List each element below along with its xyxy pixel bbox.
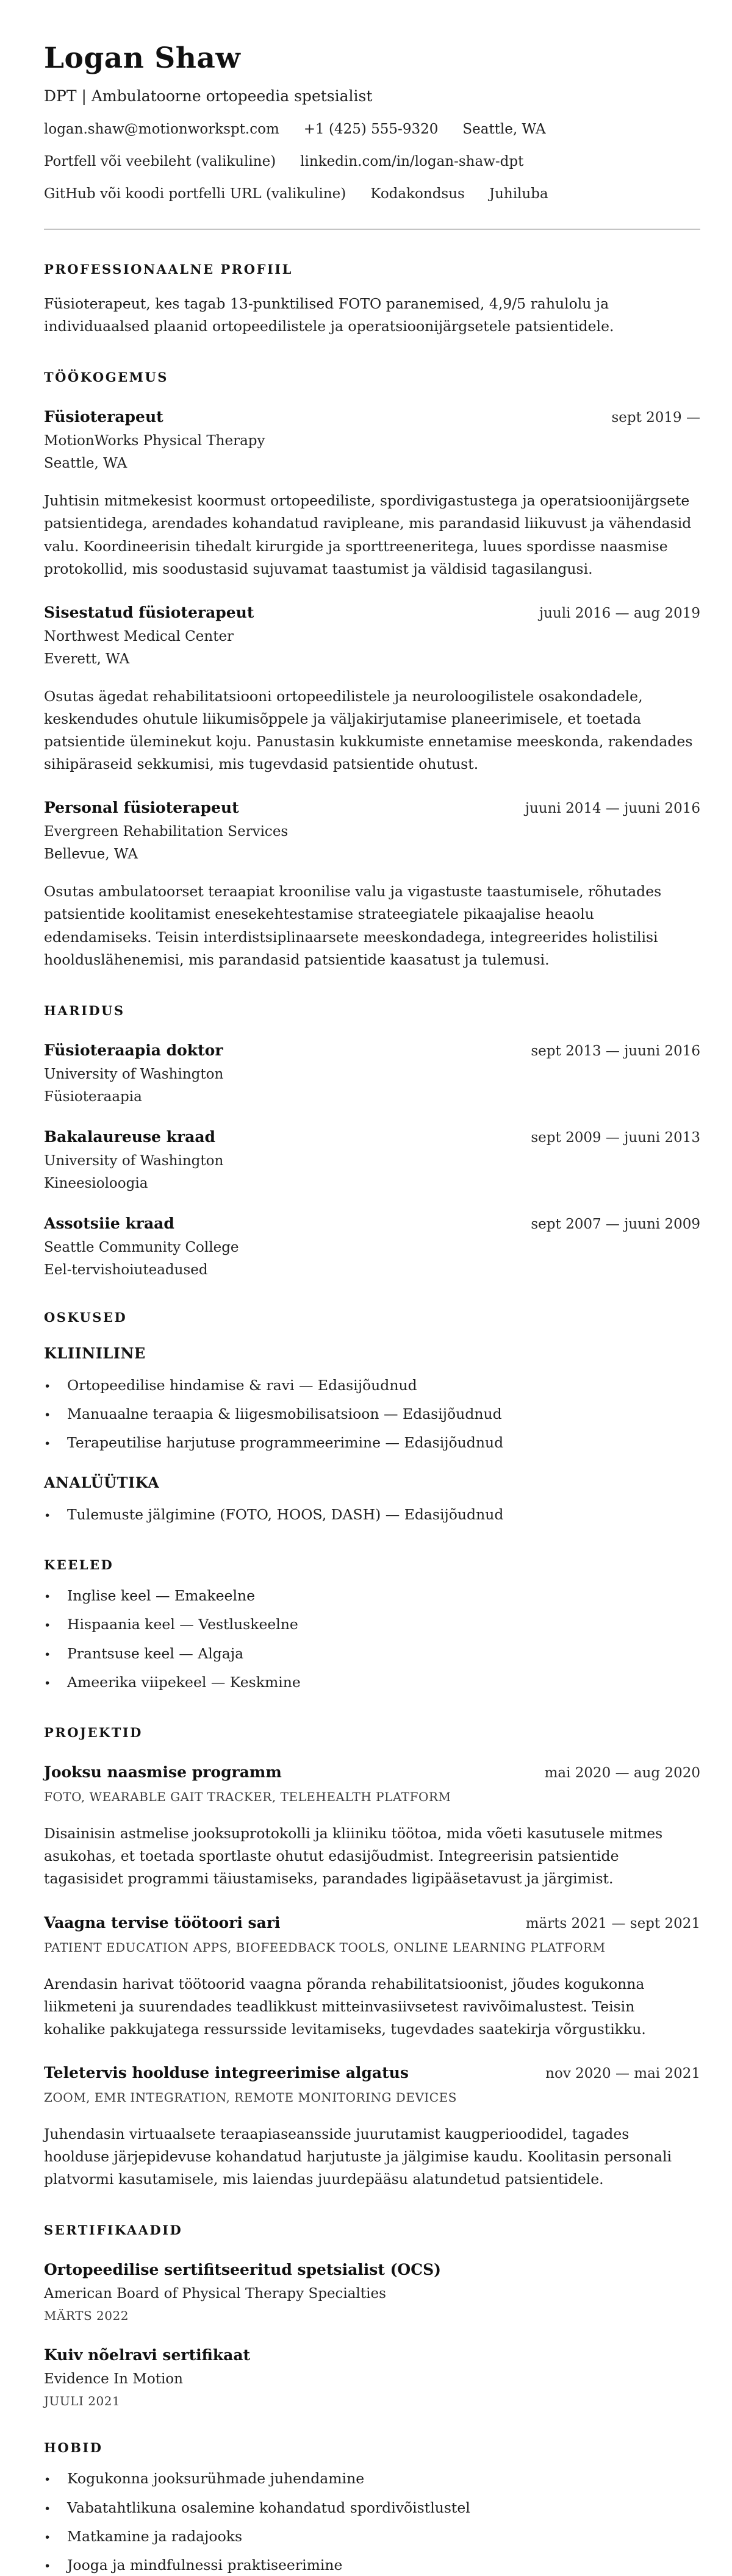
skill-item — [44, 1506, 700, 1525]
skills-heading: OSKUSED — [44, 1309, 127, 1325]
certification-org: Evidence In Motion — [44, 2371, 183, 2388]
header-divider — [44, 229, 700, 230]
degree-school: Seattle Community College — [44, 1239, 239, 1255]
project-description: Juhendasin virtuaalsete teraapiaseansside juurutamist kaugperioodidel, tagades hoolduse järjepidevuse kohandatud harjutuste ja jälgimise kaudu. Koolitasin personali platvormi kasutamisele, mis laiendas juurdepääsu alatundetud patsientidele. — [44, 2125, 672, 2188]
skill-item — [44, 1377, 700, 1396]
job-description: Juhtisin mitmekesist koormust ortopeediliste, spordivigastustega ja operatsioonijärgsete patsientidega, arendades kohandatud ravipleane, mis parandasid liikuvust ja vähendasid valu. Koordineerisin tihedalt kirurgide ja sporttreeneritega, luues spordisse naasmise protokollid, mis soodustasid sujuvamat taastumist ja väldisid tagasilangusi. — [44, 492, 692, 577]
degree-school: University of Washington — [44, 1066, 224, 1082]
project-tools: ZOOM, EMR INTEGRATION, REMOTE MONITORING DEVICES — [44, 2089, 457, 2105]
contact-row-extra — [44, 186, 700, 202]
project-description: Arendasin harivat töötoorid vaagna põranda rehabilitatsioonist, jõudes kogukonna liikmeteni ja suurendades teadlikkust mitteinvasiivsetest ravivõimalustest. Teisin kohalike pakkujatega ressursside levitamiseks, tugevdades saatekirja võrgustikku. — [44, 1975, 646, 2038]
language-item — [44, 1587, 700, 1607]
project-entry — [44, 2064, 700, 2191]
job-head — [44, 799, 700, 816]
degree-title: Bakalaureuse kraad — [44, 1127, 216, 1146]
contact-citizenship-label: Kodakondsus — [370, 186, 465, 202]
skill-list-clinical — [44, 1377, 700, 1454]
language-text: Hispaania keel — Vestluskeelne — [67, 1616, 298, 1633]
bullet-icon: • — [44, 1619, 51, 1633]
bullet-icon: • — [44, 2473, 51, 2487]
certification-entry — [44, 2346, 700, 2408]
certification-org: American Board of Physical Therapy Specialties — [44, 2286, 386, 2302]
hobby-text: Matkamine ja radajooks — [67, 2527, 243, 2545]
certifications-heading: SERTIFIKAADID — [44, 2222, 183, 2238]
certification-date: MÄRTS 2022 — [44, 2308, 129, 2324]
contact-phone: +1 (425) 555-9320 — [303, 121, 439, 137]
hobby-text: Vabatahtlikuna osalemine kohandatud spordivõistlustel — [67, 2499, 470, 2516]
bullet-icon: • — [44, 1647, 51, 1661]
certification-entry — [44, 2261, 700, 2323]
degree-title: Füsioteraapia doktor — [44, 1041, 223, 1059]
project-dates: märts 2021 — sept 2021 — [525, 1915, 700, 1932]
bullet-icon: • — [44, 1408, 51, 1422]
contact-portfolio-label: Portfell või veebileht (valikuline) — [44, 154, 276, 169]
education-entry — [44, 1041, 700, 1105]
skill-text: Tulemuste jälgimine (FOTO, HOOS, DASH) — Edasijõudnud — [67, 1505, 504, 1523]
hobby-text: Kogukonna jooksurühmade juhendamine — [67, 2470, 365, 2488]
degree-field: Eel-tervishoiuteadused — [44, 1261, 208, 1278]
education-entry — [44, 1215, 700, 1278]
job-dates: sept 2019 — — [611, 410, 700, 426]
contact-github-label: GitHub või koodi portfelli URL (valikuline) — [44, 186, 346, 202]
skill-text: Manuaalne teraapia & liigesmobilisatsioon — Edasijõudnud — [67, 1405, 502, 1423]
project-title: Vaagna tervise töötoori sari — [44, 1913, 281, 1932]
project-dates: mai 2020 — aug 2020 — [544, 1765, 700, 1782]
language-text: Ameerika viipekeel — Keskmine — [67, 1673, 301, 1691]
project-head — [44, 1914, 700, 1932]
job-location: Bellevue, WA — [44, 846, 138, 863]
degree-title: Assotsiie kraad — [44, 1214, 174, 1232]
language-text: Prantsuse keel — Algaja — [67, 1644, 244, 1662]
certification-title: Ortopeedilise sertifitseeritud spetsialist (OCS) — [44, 2261, 441, 2279]
section-experience — [44, 369, 700, 971]
degree-dates: sept 2013 — juuni 2016 — [531, 1043, 700, 1059]
project-head — [44, 1763, 700, 1781]
project-entry — [44, 1763, 700, 1890]
job-head — [44, 408, 700, 426]
hobby-item — [44, 2499, 700, 2519]
section-hobbies — [44, 2440, 700, 2576]
skill-text: Ortopeedilise hindamise & ravi — Edasijõudnud — [67, 1376, 417, 1394]
contact-license-label: Juhiluba — [489, 186, 548, 202]
job-company: MotionWorks Physical Therapy — [44, 433, 265, 449]
hobby-item — [44, 2528, 700, 2547]
language-item — [44, 1674, 700, 1693]
skill-list-analytics — [44, 1506, 700, 1525]
job-entry — [44, 799, 700, 971]
bullet-icon: • — [44, 1379, 51, 1393]
education-head — [44, 1128, 700, 1146]
project-title: Teletervis hoolduse integreerimise algatus — [44, 2063, 409, 2082]
job-title: Füsioterapeut — [44, 408, 163, 426]
education-entry — [44, 1128, 700, 1191]
bullet-icon: • — [44, 2502, 51, 2516]
hobby-text: Jooga ja mindfulnessi praktiseerimine — [67, 2556, 343, 2574]
resume-header — [44, 41, 700, 230]
education-heading: HARIDUS — [44, 1002, 125, 1018]
job-company: Northwest Medical Center — [44, 628, 234, 644]
language-text: Inglise keel — Emakeelne — [67, 1586, 256, 1604]
projects-heading: PROJEKTID — [44, 1725, 143, 1741]
contact-location: Seattle, WA — [462, 121, 546, 137]
degree-field: Füsioteraapia — [44, 1088, 142, 1105]
job-title: Sisestatud füsioterapeut — [44, 603, 254, 621]
degree-school: University of Washington — [44, 1152, 224, 1169]
project-title: Jooksu naasmise programm — [44, 1763, 282, 1782]
job-location: Everett, WA — [44, 651, 130, 667]
job-title: Personal füsioterapeut — [44, 799, 239, 817]
project-tools: PATIENT EDUCATION APPS, BIOFEEDBACK TOOLS, ONLINE LEARNING PLATFORM — [44, 1939, 606, 1955]
skill-group-clinical: KLIINILINE — [44, 1344, 146, 1362]
person-title: DPT | Ambulatoorne ortopeedia spetsialist — [44, 87, 373, 105]
contact-row-primary — [44, 121, 700, 137]
job-head — [44, 604, 700, 621]
degree-field: Kineesioloogia — [44, 1175, 148, 1191]
section-education — [44, 1003, 700, 1278]
skill-group-analytics: ANALÜÜTIKA — [44, 1473, 160, 1491]
bullet-icon: • — [44, 1676, 51, 1690]
job-entry — [44, 408, 700, 580]
job-description: Osutas ambulatoorset teraapiat kroonilise valu ja vigastuste taastumisele, rõhutades patsientide koolitamist enesekehtestamise strateegiatele pikaajalise heaolu edendamiseks. Teisin interdistsiplinaarsete meeskondadega, integreerides holistilisi hoolduslähenemisi, mis parandasid patsientide kaasatust ja tulemusi. — [44, 883, 662, 968]
hobby-item — [44, 2470, 700, 2489]
language-list — [44, 1587, 700, 1693]
section-projects — [44, 1725, 700, 2191]
person-name: Logan Shaw — [44, 41, 241, 75]
job-entry — [44, 604, 700, 776]
job-company: Evergreen Rehabilitation Services — [44, 824, 289, 840]
contact-email: logan.shaw@motionworkspt.com — [44, 121, 279, 137]
section-profile — [44, 262, 700, 338]
section-skills — [44, 1310, 700, 1525]
languages-heading: KEELED — [44, 1557, 114, 1572]
language-item — [44, 1645, 700, 1664]
education-head — [44, 1215, 700, 1232]
hobbies-heading: HOBID — [44, 2440, 103, 2456]
hobby-item — [44, 2556, 700, 2576]
job-dates: juuli 2016 — aug 2019 — [539, 605, 700, 621]
bullet-icon: • — [44, 2560, 51, 2574]
section-languages — [44, 1557, 700, 1693]
bullet-icon: • — [44, 1508, 51, 1522]
job-location: Seattle, WA — [44, 455, 127, 472]
certification-title: Kuiv nõelravi sertifikaat — [44, 2346, 251, 2364]
project-head — [44, 2064, 700, 2082]
hobby-list — [44, 2470, 700, 2576]
project-description: Disainisin astmelise jooksuprotokolli ja kliiniku töötoa, mida võeti kasutusele mitmes asukohas, et toetada sportlaste ohutut edasijõudmist. Integreerisin patsientide tagasisidet programmi täiustamiseks, parandades ligipääsetavust ja järgimist. — [44, 1825, 663, 1888]
project-tools: FOTO, WEARABLE GAIT TRACKER, TELEHEALTH PLATFORM — [44, 1789, 451, 1805]
language-item — [44, 1616, 700, 1635]
profile-heading: PROFESSIONAALNE PROFIIL — [44, 262, 293, 277]
bullet-icon: • — [44, 2530, 51, 2544]
project-entry — [44, 1914, 700, 2041]
section-certifications — [44, 2222, 700, 2408]
job-dates: juuni 2014 — juuni 2016 — [525, 801, 700, 817]
skill-text: Terapeutilise harjutuse programmeerimine — Edasijõudnud — [67, 1434, 504, 1452]
contact-row-links — [44, 154, 700, 169]
skill-item — [44, 1434, 700, 1454]
bullet-icon: • — [44, 1589, 51, 1604]
certification-date: JUULI 2021 — [44, 2394, 121, 2409]
project-dates: nov 2020 — mai 2021 — [545, 2065, 700, 2082]
degree-dates: sept 2009 — juuni 2013 — [531, 1129, 700, 1146]
job-description: Osutas ägedat rehabilitatsiooni ortopeedilistele ja neuroloogilistele osakondadele, keskendudes ohutule liikumisõppele ja väljakirjutamise planeerimisele, et toetada patsientide üleminekut koju. Panustasin kukkumiste ennetamise meeskonda, rakendades sihipäraseid sekkumisi, mis tugevdasid patsientide ohutust. — [44, 687, 693, 773]
experience-heading: TÖÖKOGEMUS — [44, 369, 168, 385]
profile-text: Füsioterapeut, kes tagab 13-punktilised FOTO paranemised, 4,9/5 rahulolu ja individuaalsed plaanid ortopeedilistele ja operatsioonijärgsetele patsientidele. — [44, 295, 614, 335]
education-head — [44, 1041, 700, 1059]
degree-dates: sept 2007 — juuni 2009 — [531, 1216, 700, 1232]
bullet-icon: • — [44, 1437, 51, 1451]
contact-linkedin: linkedin.com/in/logan-shaw-dpt — [300, 154, 524, 169]
skill-item — [44, 1405, 700, 1425]
